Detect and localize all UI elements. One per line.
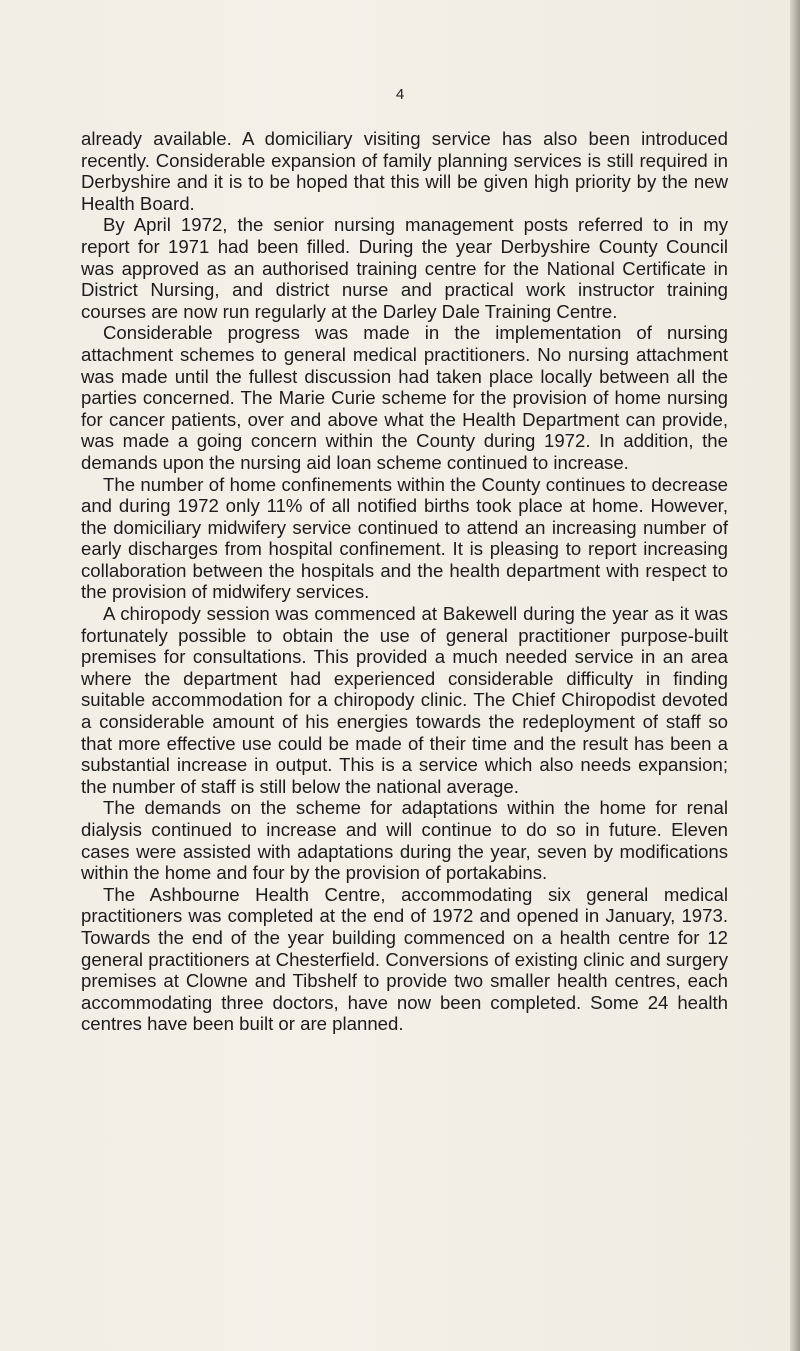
paragraph-home-confinements: The number of home confinements within the County continues to decrease and during 1972 only 11% of all notified births took place at home. However, the domiciliary midwifery service continued to attend an increasing number of early discharges from hospital confinement. It is pleasing to report increasing collaboration between the hospitals and the health department with respect to the provision of midwifery services. [81, 473, 728, 603]
paragraph-renal-dialysis: The demands on the scheme for adaptations within the home for renal dialysis continued to increase and will continue to do so in future. Eleven cases were assisted with adaptations during the year, seven by modifications within the home and four by the provision of portakabins. [81, 797, 728, 884]
paragraph-family-planning: already available. A domiciliary visiting service has also been introduced recently. Considerable expansion of family planning services is still required in Derbyshire and it is to be hoped that this will be given high priority by the new Health Board. [81, 128, 728, 214]
paragraph-nursing-attachment: Considerable progress was made in the implementation of nursing attachment schemes to general medical practitioners. No nursing attachment was made until the fullest discussion had taken place locally between all the parties concerned. The Marie Curie scheme for the provision of home nursing for cancer patients, over and above what the Health Department can provide, was made a going concern within the County during 1972. In addition, the demands upon the nursing aid loan scheme continued to increase. [81, 322, 728, 473]
paragraph-chiropody: A chiropody session was commenced at Bakewell during the year as it was fortunately possible to obtain the use of general practitioner purpose-built premises for consultations. This provided a much needed service in an area where the department had experienced considerable difficulty in finding suitable accommodation for a chiropody clinic. The Chief Chiropodist devoted a considerable amount of his energies towards the redeployment of staff so that more effective use could be made of their time and the result has been a substantial increase in output. This is a service which also needs expansion; the number of staff is still below the national average. [81, 603, 728, 797]
paragraph-nursing-management: By April 1972, the senior nursing management posts referred to in my report for 1971 had been filled. During the year Derbyshire County Council was approved as an authorised training centre for the National Certificate in District Nursing, and district nurse and practical work instructor training courses are now run regularly at the Darley Dale Training Centre. [81, 214, 728, 322]
paragraph-health-centres: The Ashbourne Health Centre, accommodating six general medical practitioners was completed at the end of 1972 and opened in January, 1973. Towards the end of the year building commenced on a health centre for 12 general practitioners at Chesterfield. Conversions of existing clinic and surgery premises at Clowne and Tibshelf to provide two smaller health centres, each accommodating three doctors, have now been completed. Some 24 health centres have been built or are planned. [81, 883, 728, 1035]
page-number: 4 [395, 86, 405, 103]
body-text [81, 128, 728, 1035]
page-edge-shadow [790, 0, 800, 1351]
